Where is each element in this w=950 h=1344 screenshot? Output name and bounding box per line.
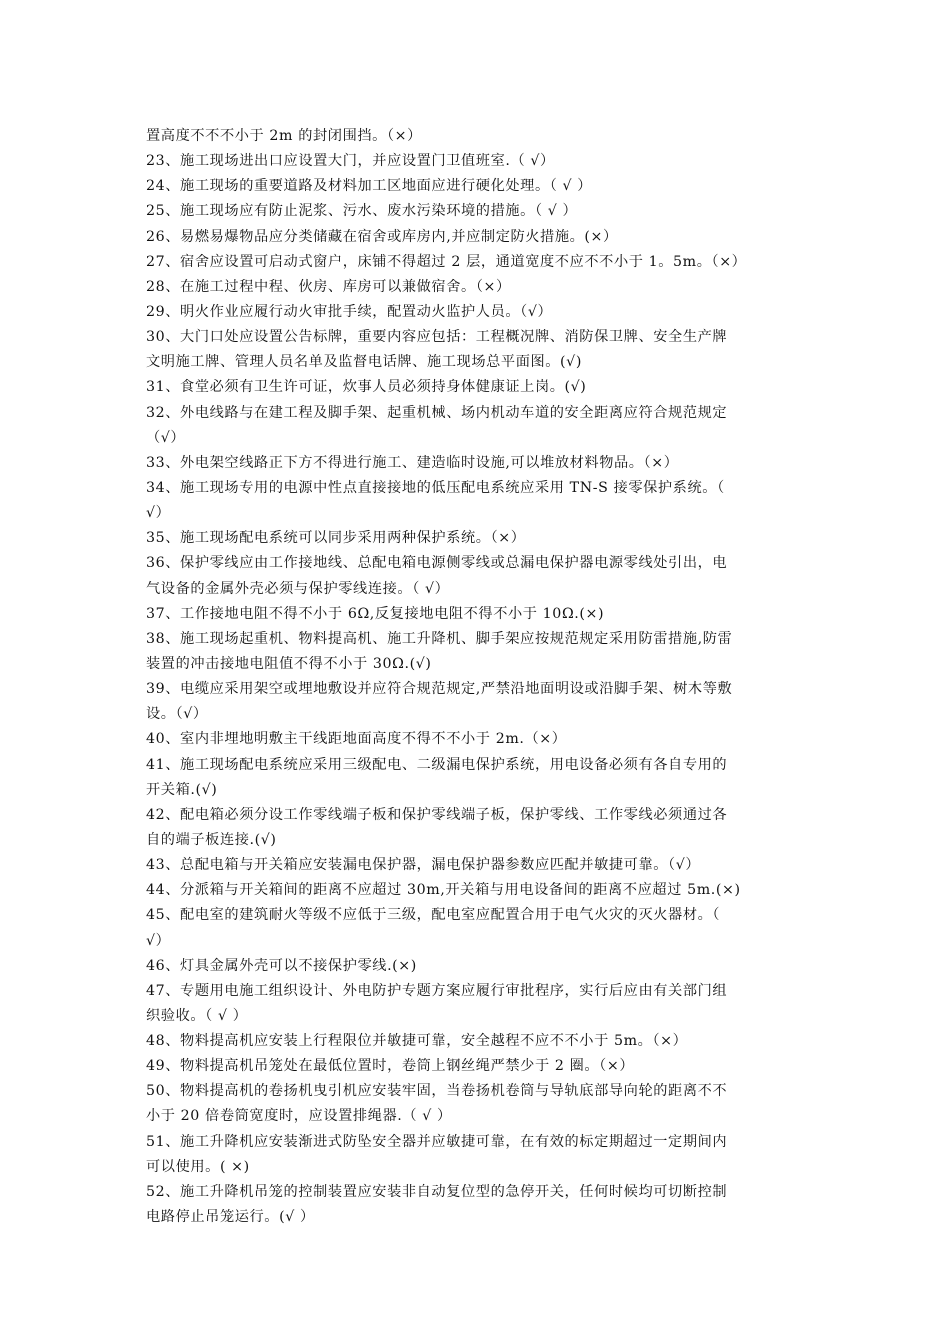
text-line: 26、易燃易爆物品应分类储藏在宿舍或库房内,并应制定防火措施。(×）	[146, 228, 618, 245]
text-line: 29、明火作业应履行动火审批手续，配置动火监护人员。（√）	[146, 303, 553, 320]
text-line: 51、施工升降机应安装渐进式防坠安全器并应敏捷可靠，在有效的标定期超过一定期间内	[146, 1133, 728, 1150]
text-line: 34、施工现场专用的电源中性点直接接地的低压配电系统应采用 TN-S 接零保护系统。（	[146, 479, 725, 496]
text-line: √）	[146, 505, 171, 522]
text-line: 设。（√）	[146, 706, 208, 723]
text-line: 装置的冲击接地电阻值不得不小于 30Ω.(√)	[146, 655, 432, 672]
text-line: 织验收。（ √ ）	[146, 1007, 248, 1024]
text-line: 27、宿舍应设置可启动式窗户，床铺不得超过 2 层，通道宽度不应不不小于 1。5m。（×）	[146, 253, 747, 270]
text-line: 42、配电箱必须分设工作零线端子板和保护零线端子板，保护零线、工作零线必须通过各	[146, 806, 728, 823]
text-line: 41、施工现场配电系统应采用三级配电、二级漏电保护系统，用电设备必须有各自专用的	[146, 756, 728, 773]
text-line: 35、施工现场配电系统可以同步采用两种保护系统。（×）	[146, 530, 526, 547]
text-line: 45、配电室的建筑耐火等级不应低于三级，配电室应配置合用于电气火灾的灭火器材。（	[146, 907, 721, 924]
text-line: 46、灯具金属外壳可以不接保护零线.(×)	[146, 957, 417, 974]
document-page	[146, 124, 812, 1230]
text-line: 置高度不不不小于 2m 的封闭围挡。（×）	[146, 128, 422, 144]
text-line: 23、施工现场进出口应设置大门，并应设置门卫值班室.（ √）	[146, 153, 555, 170]
text-line: 28、在施工过程中程、伙房、库房可以兼做宿舍。（×）	[146, 278, 511, 295]
text-line: 33、外电架空线路正下方不得进行施工、建造临时设施,可以堆放材料物品。（×）	[146, 454, 679, 471]
text-line: 31、食堂必须有卫生许可证，炊事人员必须持身体健康证上岗。(√)	[146, 379, 587, 396]
text-line: 47、专题用电施工组织设计、外电防护专题方案应履行审批程序，实行后应由有关部门组	[146, 982, 728, 999]
text-line: 40、室内非埋地明敷主干线距地面高度不得不不小于 2m.（×）	[146, 731, 567, 748]
text-line: 气设备的金属外壳必须与保护零线连接。（ √）	[146, 580, 450, 597]
text-line: 44、分派箱与开关箱间的距离不应超过 30m,开关箱与用电设备间的距离不应超过 5m.(×)	[146, 882, 741, 899]
text-line: 小于 20 倍卷筒宽度时，应设置排绳器.（ √ ）	[146, 1108, 452, 1125]
text-line: 37、工作接地电阻不得不小于 6Ω,反复接地电阻不得不小于 10Ω.(×)	[146, 605, 605, 622]
text-line: 25、施工现场应有防止泥浆、污水、废水污染环境的措施。（ √ ）	[146, 203, 578, 220]
text-line: 电路停止吊笼运行。(√ ）	[146, 1209, 315, 1226]
text-line: （√）	[146, 429, 186, 446]
text-line: 文明施工牌、管理人员名单及监督电话牌、施工现场总平面图。(√)	[146, 354, 582, 371]
text-line: 自的端子板连接.(√)	[146, 831, 277, 848]
text-line: 39、电缆应采用架空或埋地敷设并应符合规范规定,严禁沿地面明设或沿脚手架、树木等敷	[146, 681, 733, 698]
text-line: 可以使用。( ×)	[146, 1158, 250, 1175]
text-line: 43、总配电箱与开关箱应安装漏电保护器，漏电保护器参数应匹配并敏捷可靠。（√）	[146, 857, 701, 874]
text-line: 38、施工现场起重机、物料提高机、施工升降机、脚手架应按规范规定采用防雷措施,防雷	[146, 630, 733, 647]
text-line: 36、保护零线应由工作接地线、总配电箱电源侧零线或总漏电保护器电源零线处引出，电	[146, 555, 728, 572]
text-line: 49、物料提高机吊笼处在最低位置时，卷筒上钢丝绳严禁少于 2 圈。（×）	[146, 1058, 635, 1075]
text-line: 24、施工现场的重要道路及材料加工区地面应进行硬化处理。（ √ ）	[146, 178, 593, 195]
text-line: 开关箱.(√)	[146, 781, 218, 798]
text-line: 32、外电线路与在建工程及脚手架、起重机械、场内机动车道的安全距离应符合规范规定	[146, 404, 728, 421]
text-line: √）	[146, 932, 171, 949]
text-line: 30、大门口处应设置公告标牌，重要内容应包括：工程概况牌、消防保卫牌、安全生产牌	[146, 329, 728, 346]
text-line: 50、物料提高机的卷扬机曳引机应安装牢固，当卷扬机卷筒与导轨底部导向轮的距离不不	[146, 1083, 728, 1100]
text-line: 48、物料提高机应安装上行程限位并敏捷可靠，安全越程不应不不小于 5m。（×）	[146, 1033, 688, 1050]
text-line: 52、施工升降机吊笼的控制装置应安装非自动复位型的急停开关，任何时候均可切断控制	[146, 1183, 728, 1200]
